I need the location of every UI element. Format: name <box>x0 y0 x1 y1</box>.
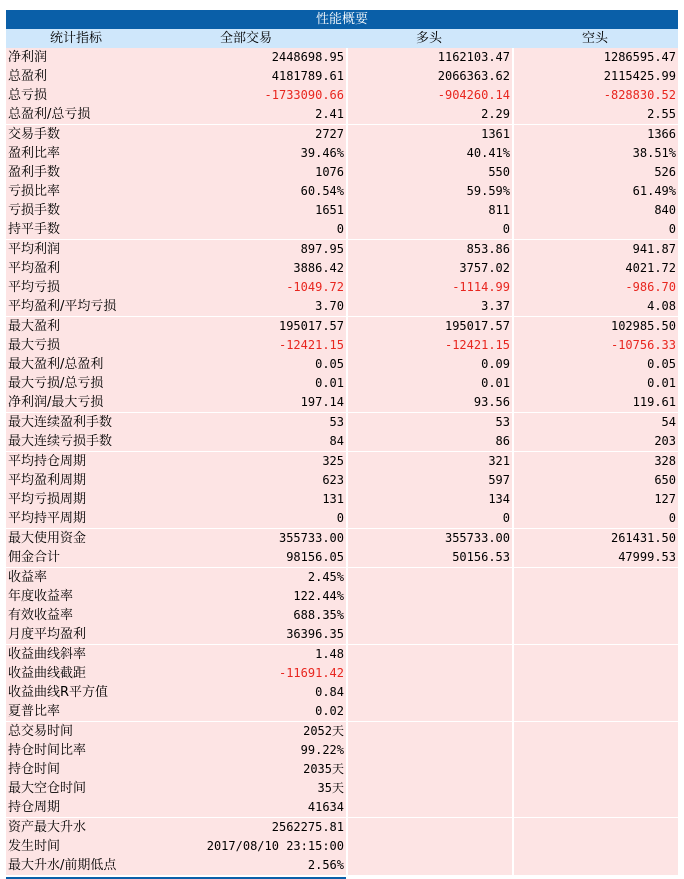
table-row <box>6 67 678 86</box>
metric-label: 最大空仓时间 <box>8 781 87 796</box>
metric-label: 平均持仓周期 <box>8 454 87 469</box>
value-long: 1361 <box>346 125 512 144</box>
value-all-trades: 623 <box>322 473 344 487</box>
header-all-trades: 全部交易 <box>219 31 272 46</box>
metric-label: 持仓时间 <box>8 762 61 777</box>
value-all-trades: 0 <box>336 511 344 525</box>
value-all-trades: 197.14 <box>300 395 344 409</box>
table-row <box>6 567 678 587</box>
value-short: 650 <box>512 471 678 490</box>
metric-label: 净利润 <box>8 50 48 65</box>
metric-label: 佣金合计 <box>8 550 61 565</box>
value-long <box>346 856 512 875</box>
value-long <box>346 664 512 683</box>
table-row <box>6 278 678 297</box>
table-row <box>6 760 678 779</box>
value-all-trades: 2562275.81 <box>271 820 344 834</box>
value-all-trades: 98156.05 <box>286 550 344 564</box>
value-all-trades: 35天 <box>317 781 344 795</box>
table-row <box>6 451 678 471</box>
value-all-trades: 0.05 <box>315 357 344 371</box>
value-long: 3757.02 <box>346 259 512 278</box>
metric-label: 收益曲线R平方值 <box>8 685 109 700</box>
metric-label: 总交易时间 <box>8 724 74 739</box>
value-short: 1366 <box>512 125 678 144</box>
value-short <box>512 702 678 721</box>
header-short: 空头 <box>581 31 608 46</box>
table-row <box>6 86 678 105</box>
value-long: -1114.99 <box>346 278 512 297</box>
value-short <box>512 625 678 644</box>
value-all-trades: -12421.15 <box>278 338 344 352</box>
value-all-trades: 325 <box>322 454 344 468</box>
metric-label: 收益率 <box>8 570 48 585</box>
value-all-trades: 2017/08/10 23:15:00 <box>206 839 344 853</box>
table-row <box>6 259 678 278</box>
metric-label: 净利润/最大亏损 <box>8 395 104 410</box>
table-row <box>6 471 678 490</box>
value-short: 0.01 <box>512 374 678 393</box>
metric-label: 平均盈利 <box>8 261 61 276</box>
value-long <box>346 760 512 779</box>
metric-label: 总盈利 <box>8 69 48 84</box>
value-long: 355733.00 <box>346 529 512 548</box>
value-long: 2066363.62 <box>346 67 512 86</box>
value-long <box>346 837 512 856</box>
table-row <box>6 779 678 798</box>
value-all-trades: 53 <box>329 415 344 429</box>
table-row <box>6 239 678 259</box>
value-short: 47999.53 <box>512 548 678 567</box>
metric-label: 盈利手数 <box>8 165 61 180</box>
table-row <box>6 105 678 124</box>
value-short <box>512 798 678 817</box>
value-all-trades: -1049.72 <box>286 280 344 294</box>
value-all-trades: -1733090.66 <box>264 88 344 102</box>
value-short <box>512 683 678 702</box>
value-short: 0.05 <box>512 355 678 374</box>
value-all-trades: 122.44% <box>293 589 344 603</box>
value-short: 2.55 <box>512 105 678 124</box>
value-short: -10756.33 <box>512 336 678 355</box>
value-all-trades: 897.95 <box>300 242 344 256</box>
table-row <box>6 297 678 316</box>
metric-label: 最大使用资金 <box>8 531 87 546</box>
value-all-trades: 39.46% <box>300 146 344 160</box>
value-long: 597 <box>346 471 512 490</box>
value-all-trades: 0.01 <box>315 376 344 390</box>
metric-label: 最大盈利/总盈利 <box>8 357 104 372</box>
metric-label: 总盈利/总亏损 <box>8 107 91 122</box>
value-all-trades: 0 <box>336 222 344 236</box>
value-long: 93.56 <box>346 393 512 412</box>
metric-label: 亏损手数 <box>8 203 61 218</box>
table-row <box>6 316 678 336</box>
table-row <box>6 48 678 67</box>
header-metric: 统计指标 <box>49 31 102 46</box>
value-long <box>346 606 512 625</box>
value-short: 840 <box>512 201 678 220</box>
metric-label: 收益曲线斜率 <box>8 647 87 662</box>
value-all-trades: 1076 <box>315 165 344 179</box>
metric-label: 资产最大升水 <box>8 820 87 835</box>
value-long: 0.09 <box>346 355 512 374</box>
value-short: 61.49% <box>512 182 678 201</box>
value-all-trades: 99.22% <box>300 743 344 757</box>
value-short: -986.70 <box>512 278 678 297</box>
table-row <box>6 606 678 625</box>
table-body <box>6 48 678 875</box>
value-long: 321 <box>346 452 512 471</box>
value-short <box>512 664 678 683</box>
value-short <box>512 606 678 625</box>
value-long: 0 <box>346 509 512 528</box>
value-long: 59.59% <box>346 182 512 201</box>
value-all-trades: 2448698.95 <box>271 50 344 64</box>
value-long: 86 <box>346 432 512 451</box>
value-long: 0 <box>346 220 512 239</box>
table-header <box>6 29 678 48</box>
table-row <box>6 548 678 567</box>
metric-label: 收益曲线截距 <box>8 666 87 681</box>
metric-label: 最大连续亏损手数 <box>8 434 113 449</box>
table-row <box>6 741 678 760</box>
table-row <box>6 664 678 683</box>
table-row <box>6 683 678 702</box>
value-long: 0.01 <box>346 374 512 393</box>
value-long: 53 <box>346 413 512 432</box>
table-row <box>6 163 678 182</box>
value-all-trades: 2.45% <box>307 570 344 584</box>
value-short: 2115425.99 <box>512 67 678 86</box>
metric-label: 最大连续盈利手数 <box>8 415 113 430</box>
metric-label: 总亏损 <box>8 88 48 103</box>
metric-label: 夏普比率 <box>8 704 61 719</box>
value-short: -828830.52 <box>512 86 678 105</box>
value-all-trades: 3.70 <box>315 299 344 313</box>
table-row <box>6 817 678 837</box>
value-short: 119.61 <box>512 393 678 412</box>
table-row <box>6 412 678 432</box>
value-long: 50156.53 <box>346 548 512 567</box>
value-short: 203 <box>512 432 678 451</box>
value-short: 261431.50 <box>512 529 678 548</box>
value-all-trades: 131 <box>322 492 344 506</box>
value-all-trades: 2727 <box>315 127 344 141</box>
value-all-trades: 0.84 <box>315 685 344 699</box>
metric-label: 持仓时间比率 <box>8 743 87 758</box>
value-all-trades: 2035天 <box>303 762 344 776</box>
metric-label: 月度平均盈利 <box>8 627 87 642</box>
value-short: 526 <box>512 163 678 182</box>
table-row <box>6 644 678 664</box>
value-short: 127 <box>512 490 678 509</box>
value-short <box>512 818 678 837</box>
value-short: 102985.50 <box>512 317 678 336</box>
metric-label: 最大升水/前期低点 <box>8 858 117 873</box>
header-long: 多头 <box>415 31 442 46</box>
metric-label: 亏损比率 <box>8 184 61 199</box>
value-long <box>346 587 512 606</box>
value-all-trades: 4181789.61 <box>271 69 344 83</box>
value-all-trades: 688.35% <box>293 608 344 622</box>
metric-label: 平均盈利周期 <box>8 473 87 488</box>
table-row <box>6 182 678 201</box>
value-all-trades: 60.54% <box>300 184 344 198</box>
value-short: 38.51% <box>512 144 678 163</box>
table-row <box>6 587 678 606</box>
value-short: 4.08 <box>512 297 678 316</box>
value-long <box>346 625 512 644</box>
metric-label: 盈利比率 <box>8 146 61 161</box>
value-all-trades: 41634 <box>307 800 344 814</box>
value-long: 195017.57 <box>346 317 512 336</box>
value-short <box>512 760 678 779</box>
value-all-trades: -11691.42 <box>278 666 344 680</box>
value-long: 40.41% <box>346 144 512 163</box>
metric-label: 年度收益率 <box>8 589 74 604</box>
value-long: -12421.15 <box>346 336 512 355</box>
metric-label: 平均亏损 <box>8 280 61 295</box>
performance-summary-table <box>6 10 678 875</box>
value-long <box>346 741 512 760</box>
metric-label: 持平手数 <box>8 222 61 237</box>
value-long <box>346 645 512 664</box>
value-long <box>346 722 512 741</box>
metric-label: 持仓周期 <box>8 800 61 815</box>
value-short: 328 <box>512 452 678 471</box>
value-long: -904260.14 <box>346 86 512 105</box>
value-all-trades: 2052天 <box>303 724 344 738</box>
value-long <box>346 818 512 837</box>
table-row <box>6 490 678 509</box>
value-long: 550 <box>346 163 512 182</box>
table-row <box>6 124 678 144</box>
value-short <box>512 645 678 664</box>
table-row <box>6 144 678 163</box>
value-all-trades: 1651 <box>315 203 344 217</box>
value-all-trades: 195017.57 <box>278 319 344 333</box>
value-all-trades: 84 <box>329 434 344 448</box>
metric-label: 交易手数 <box>8 127 61 142</box>
value-short <box>512 741 678 760</box>
table-row <box>6 432 678 451</box>
value-short: 54 <box>512 413 678 432</box>
value-long <box>346 798 512 817</box>
value-all-trades: 3886.42 <box>293 261 344 275</box>
metric-label: 最大盈利 <box>8 319 61 334</box>
value-short <box>512 856 678 875</box>
table-row <box>6 220 678 239</box>
table-row <box>6 336 678 355</box>
metric-label: 平均盈利/平均亏损 <box>8 299 117 314</box>
metric-label: 平均利润 <box>8 242 61 257</box>
metric-label: 发生时间 <box>8 839 61 854</box>
table-row <box>6 702 678 721</box>
table-title: 性能概要 <box>6 10 678 29</box>
table-row <box>6 721 678 741</box>
value-long: 3.37 <box>346 297 512 316</box>
value-short: 0 <box>512 509 678 528</box>
table-row <box>6 528 678 548</box>
value-long <box>346 702 512 721</box>
value-short: 941.87 <box>512 240 678 259</box>
value-all-trades: 0.02 <box>315 704 344 718</box>
table-row <box>6 201 678 220</box>
metric-label: 平均持平周期 <box>8 511 87 526</box>
value-all-trades: 2.56% <box>307 858 344 872</box>
metric-label: 有效收益率 <box>8 608 74 623</box>
table-row <box>6 374 678 393</box>
table-row <box>6 856 678 875</box>
value-short: 0 <box>512 220 678 239</box>
value-short <box>512 568 678 587</box>
table-row <box>6 837 678 856</box>
value-all-trades: 355733.00 <box>278 531 344 545</box>
metric-label: 最大亏损 <box>8 338 61 353</box>
value-all-trades: 2.41 <box>315 107 344 121</box>
value-long: 134 <box>346 490 512 509</box>
value-short <box>512 779 678 798</box>
value-short <box>512 722 678 741</box>
value-all-trades: 1.48 <box>315 647 344 661</box>
value-long: 811 <box>346 201 512 220</box>
value-short <box>512 587 678 606</box>
metric-label: 平均亏损周期 <box>8 492 87 507</box>
value-short <box>512 837 678 856</box>
table-row <box>6 798 678 817</box>
value-long <box>346 568 512 587</box>
value-long: 1162103.47 <box>346 48 512 67</box>
value-long: 2.29 <box>346 105 512 124</box>
value-long: 853.86 <box>346 240 512 259</box>
value-short: 4021.72 <box>512 259 678 278</box>
table-row <box>6 625 678 644</box>
value-short: 1286595.47 <box>512 48 678 67</box>
table-row <box>6 355 678 374</box>
metric-label: 最大亏损/总亏损 <box>8 376 104 391</box>
table-row <box>6 393 678 412</box>
table-row <box>6 509 678 528</box>
value-long <box>346 779 512 798</box>
value-all-trades: 36396.35 <box>286 627 344 641</box>
value-long <box>346 683 512 702</box>
